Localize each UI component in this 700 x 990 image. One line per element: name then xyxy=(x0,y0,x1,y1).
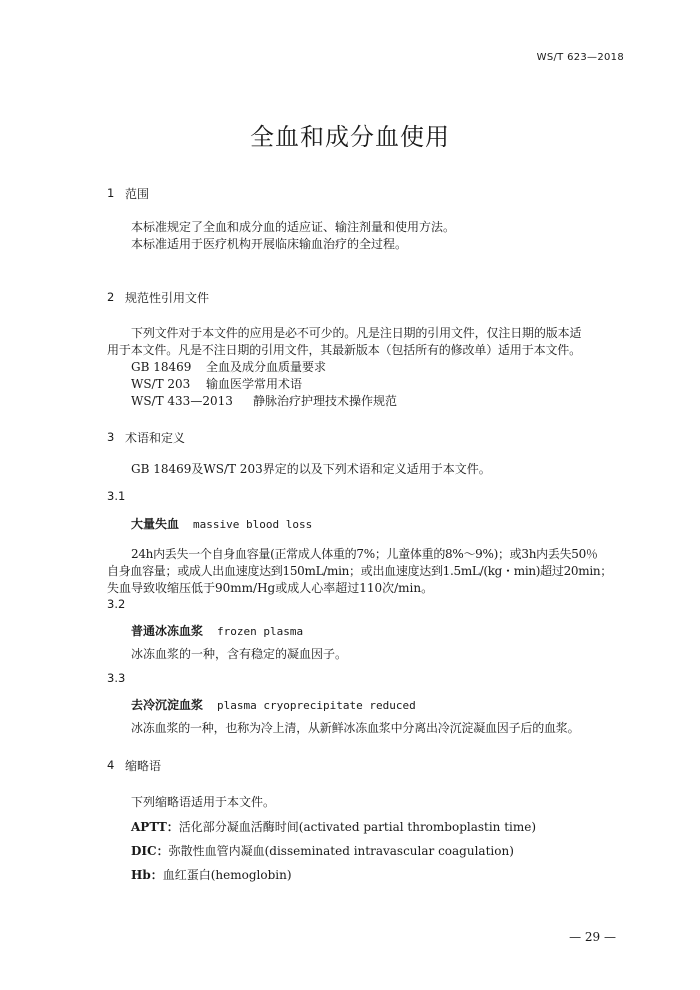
abbreviation-item xyxy=(131,867,292,884)
section-3-intro: GB 18469及WS/T 203界定的以及下列术语和定义适用于本文件。 xyxy=(131,462,491,476)
term-english: frozen plasma xyxy=(217,625,304,638)
abbreviation-key: Hb： xyxy=(131,868,163,882)
reference-name: 静脉治疗护理技术操作规范 xyxy=(253,394,398,408)
term-chinese: 普通冰冻血浆 xyxy=(131,624,204,638)
section-1-line-1: 本标准规定了全血和成分血的适应证、输注剂量和使用方法。 xyxy=(131,220,456,234)
section-1-number: 1 xyxy=(107,186,115,200)
term-number: 3.3 xyxy=(107,671,126,685)
abbreviation-value: 活化部分凝血活酶时间(activated partial thromboplastin time) xyxy=(178,820,537,834)
abbreviation-value: 血红蛋白(hemoglobin) xyxy=(162,868,292,882)
abbreviation-item xyxy=(131,819,536,836)
reference-name: 全血及成分血质量要求 xyxy=(206,360,327,374)
term-definition-line: 冰冻血浆的一种，也称为冷上清，从新鲜冰冻血浆中分离出冷沉淀凝血因子后的血浆。 xyxy=(131,721,580,735)
term-number: 3.2 xyxy=(107,597,126,611)
term-heading xyxy=(131,694,416,713)
section-1-line-2: 本标准适用于医疗机构开展临床输血治疗的全过程。 xyxy=(131,237,408,251)
reference-name: 输血医学常用术语 xyxy=(206,377,303,391)
term-heading xyxy=(131,513,312,532)
section-3-title: 术语和定义 xyxy=(125,431,186,445)
term-definition-line: 冰冻血浆的一种，含有稳定的凝血因子。 xyxy=(131,647,348,661)
abbreviation-item xyxy=(131,843,514,860)
reference-code: WS/T 203 xyxy=(131,377,191,391)
term-definition-line: 24h内丢失一个自身血容量(正常成人体重的7%；儿童体重的8%～9%)；或3h内丢失50％ xyxy=(131,547,598,561)
abbreviation-key: DIC： xyxy=(131,844,169,858)
section-4-intro: 下列缩略语适用于本文件。 xyxy=(131,795,276,809)
section-3-number: 3 xyxy=(107,430,115,444)
term-chinese: 大量失血 xyxy=(131,517,180,531)
term-english: massive blood loss xyxy=(193,518,313,531)
page-number: — 29 — xyxy=(569,930,616,944)
term-definition-line: 自身血容量；或成人出血速度达到150mL/min；或出血速度达到1.5mL/(kg・min)超过20min； xyxy=(107,564,612,578)
document-id: WS/T 623—2018 xyxy=(536,52,624,63)
term-chinese: 去冷沉淀血浆 xyxy=(131,698,204,712)
section-2-intro-line-1: 下列文件对于本文件的应用是必不可少的。凡是注日期的引用文件，仅注日期的版本适 xyxy=(131,326,582,340)
document-title: 全血和成分血使用 xyxy=(250,123,450,151)
section-2-number: 2 xyxy=(107,290,115,304)
reference-code: GB 18469 xyxy=(131,360,192,374)
section-4-title: 缩略语 xyxy=(125,759,162,773)
term-number: 3.1 xyxy=(107,489,126,503)
term-definition-line: 失血导致收缩压低于90mm/Hg或成人心率超过110次/min。 xyxy=(107,581,434,595)
abbreviation-key: APTT： xyxy=(131,820,179,834)
term-heading xyxy=(131,620,303,639)
section-1-title: 范围 xyxy=(125,187,150,201)
section-4-number: 4 xyxy=(107,758,115,772)
reference-code: WS/T 433—2013 xyxy=(131,394,233,408)
section-2-intro-line-2: 用于本文件。凡是不注日期的引用文件，其最新版本（包括所有的修改单）适用于本文件。 xyxy=(107,343,582,357)
term-english: plasma cryoprecipitate reduced xyxy=(217,699,416,712)
abbreviation-value: 弥散性血管内凝血(disseminated intravascular coagulation) xyxy=(168,844,514,858)
section-2-title: 规范性引用文件 xyxy=(125,291,210,305)
